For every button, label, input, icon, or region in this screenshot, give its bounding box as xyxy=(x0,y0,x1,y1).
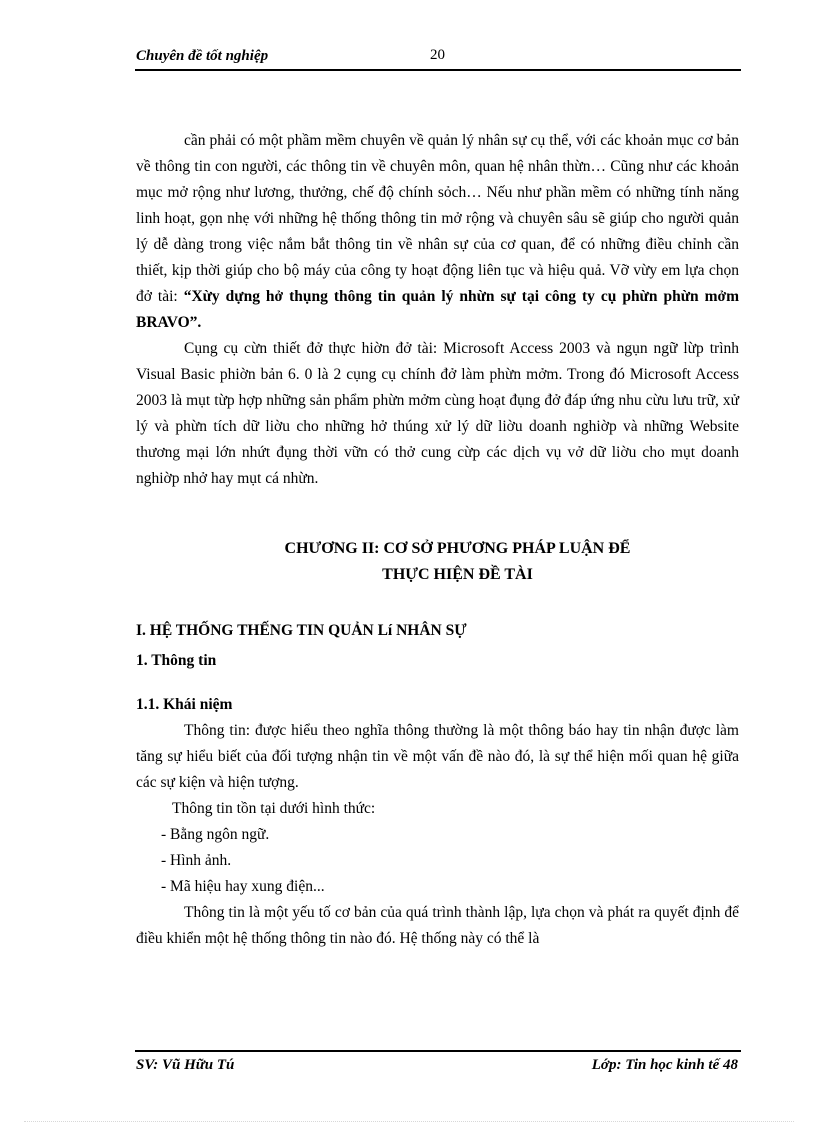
page-edge-divider xyxy=(24,1121,794,1122)
paragraph-intro xyxy=(136,128,739,336)
chapter-heading xyxy=(136,536,739,588)
chapter-heading-line-1: CHƯƠNG II: CƠ SỞ PHƯƠNG PHÁP LUẬN ĐỂ xyxy=(284,540,631,557)
list-item: - Mã hiệu hay xung điện... xyxy=(161,878,325,895)
chapter-heading-line-2: THỰC HIỆN ĐỀ TÀI xyxy=(382,566,533,583)
section-heading: I. HỆ THỐNG THẾNG TIN QUẢN Lí NHÂN SỰ xyxy=(136,622,467,639)
forms-intro: Thông tin tồn tại dưới hình thức: xyxy=(172,800,376,817)
list-item: - Hình ảnh. xyxy=(161,852,232,869)
paragraph-definition: Thông tin: được hiểu theo nghĩa thông thường là một thông báo hay tin nhận được làm tăng sự hiểu biết của đối tượng nhận tin về một vấn đề nào đó, là sự thể hiện mối quan hệ giữa các sự kiện và hiện tượng. xyxy=(136,722,739,791)
paragraph-role: Thông tin là một yếu tố cơ bản của quá trình thành lập, lựa chọn và phát ra quyết định để điều khiển một hệ thống thông tin nào đó. Hệ thống này có thể là xyxy=(136,904,739,947)
header-title: Chuyên đề tốt nghiệp xyxy=(136,48,269,64)
footer-rule xyxy=(135,1050,741,1052)
header-rule xyxy=(135,69,741,71)
page-number: 20 xyxy=(430,47,445,63)
subsubsection-heading: 1.1. Khái niệm xyxy=(136,696,233,713)
paragraph-tools: Cụng cụ cừn thiết đở thực hiờn đở tài: Microsoft Access 2003 và ngụn ngữ lừp trình Visual Basic phiờn bản 6. 0 là 2 cụng cụ chính đở làm phừn mởm. Trong đó Microsoft Access 2003 là mụt từp hợp những sản phẩm phừn mởm cùng hoạt đụng đở đáp ứng nhu cừu lưu trữ, xử lý và phừn tích dữ liờu cho những hở thúng xử lý dữ liờu doanh nghiờp và những Website thương mại lớn nhứt đụng thời vữn có thở cung cừp các dịch vụ vở dữ liờu cho mụt doanh nghiờp nhở hay mụt cá nhừn. xyxy=(136,340,739,487)
page-body xyxy=(136,128,739,952)
subsection-heading: 1. Thông tin xyxy=(136,652,217,669)
list-item: - Bằng ngôn ngữ. xyxy=(161,826,270,843)
footer-class: Lớp: Tin học kinh tế 48 xyxy=(591,1057,738,1073)
footer-student: SV: Vũ Hữu Tú xyxy=(136,1057,235,1073)
thesis-title: “Xừy dựng hở thụng thông tin quản lý nhừn sự tại công ty cụ phừn phừn mởm BRAVO”. xyxy=(136,288,739,331)
paragraph-intro-text: cần phải có một phầm mềm chuyên về quản lý nhân sự cụ thể, với các khoản mục cơ bản về thông tin con người, các thông tin về chuyên môn, quan hệ nhân thừn… Cũng như các khoản mục mở rộng như lương, thưởng, chế độ chính sỏch… Nếu như phần mềm có những tính năng linh hoạt, gọn nhẹ với những hệ thống thông tin mở rộng và chuyên sâu sẽ giúp cho người quản lý dễ dàng trong việc nắm bắt thông tin về nhân sự của cơ quan, để có những điều chỉnh cần thiết, kịp thời giúp cho bộ máy của công ty hoạt động liên tục và hiệu quả. Vỡ vừy em lựa chọn đở tài: xyxy=(136,132,739,305)
